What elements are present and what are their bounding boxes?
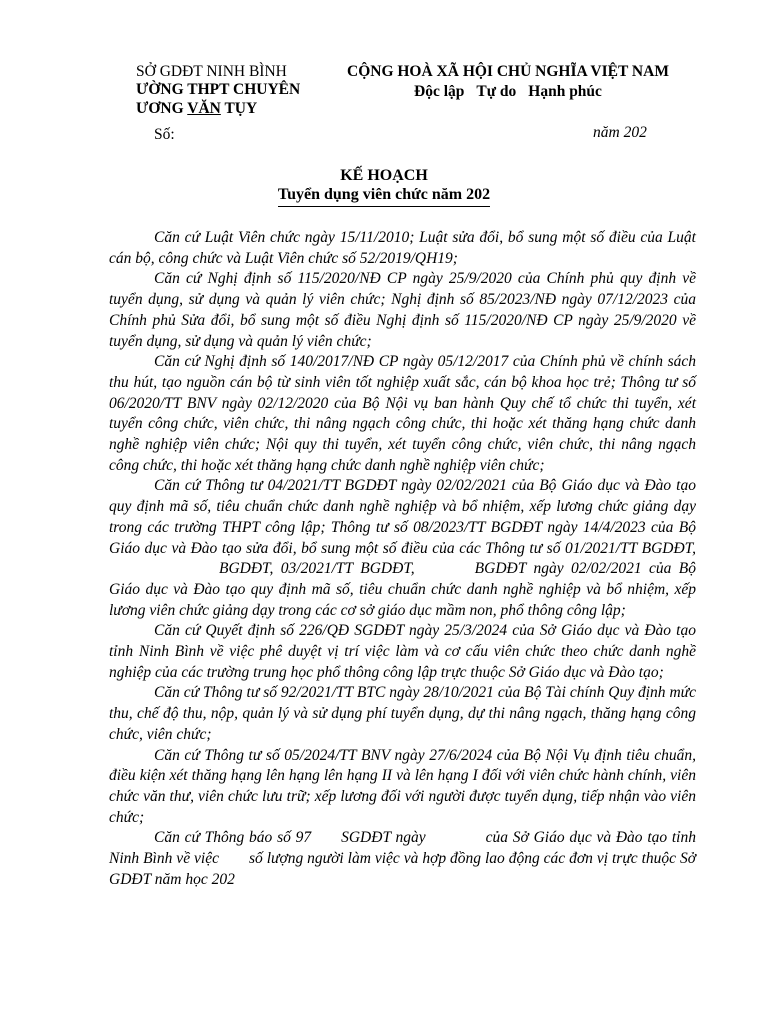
paragraph-6: Căn cứ Thông tư số 92/2021/TT BTC ngày 28/10/2021 của Bộ Tài chính Quy định mức thu, chế độ thu, nộp, quản lý và sử dụng phí tuyển dụng, dự thi nâng ngạch, thăng hạng công chức, viên chức; (109, 684, 696, 743)
paragraph-8-part-d: số lượng người làm việc và hợp đồng lao động các đơn vị trực thuộc Sở GDĐT năm học 202 (109, 850, 696, 888)
national-motto (414, 82, 614, 101)
document-body (109, 228, 696, 891)
motto-independence: Độc lập (414, 83, 465, 100)
paragraph-2: Căn cứ Nghị định số 115/2020/NĐ CP ngày 25/9/2020 của Chính phủ quy định về tuyển dụng, sử dụng và quản lý viên chức; Nghị định số 85/2023/NĐ ngày 07/12/2023 của Chính phủ Sửa đổi, bổ sung một số điều Nghị định số 115/2020/NĐ CP ngày 25/9/2020 về tuyển dụng, sử dụng và quản lý viên chức; (109, 270, 696, 350)
document-number-label: Số: (154, 126, 175, 143)
document-date: năm 202 (593, 124, 647, 141)
paragraph-4-part-a: Căn cứ Thông tư 04/2021/TT BGDĐT ngày 02/02/2021 của Bộ Giáo dục và Đào tạo quy định mã số, tiêu chuẩn chức danh nghề nghiệp và bổ nhiệm, xếp lương chức giảng dạy trong các trường THPT công lập; Thông tư số 08/2023/TT BGDĐT ngày 14/4/2023 của Bộ Giáo dục và Đào tạo sửa đổi, bổ sung một số điều của các Thông tư số 01/2021/TT BGDĐT, (109, 477, 696, 557)
paragraph-4-part-b: BGDĐT, 03/2021/TT BGDĐT, (219, 560, 415, 578)
paragraph-8 (109, 828, 696, 890)
paragraph-5: Căn cứ Quyết định số 226/QĐ SGDĐT ngày 25/3/2024 của Sở Giáo dục và Đào tạo tỉnh Ninh Bình về việc phê duyệt vị trí việc làm và cơ cấu viên chức theo chức danh nghề nghiệp của các trường trung học phổ thông công lập trực thuộc Sở Giáo dục và Đào tạo; (109, 622, 696, 681)
motto-freedom: Tự do (476, 83, 517, 100)
document-subtitle (0, 186, 768, 207)
issuer-school-prefix: ƯƠNG (136, 100, 188, 117)
country-name: CỘNG HOÀ XÃ HỘI CHỦ NGHĨA VIỆT NAM (347, 63, 669, 80)
paragraph-3: Căn cứ Nghị định số 140/2017/NĐ CP ngày 05/12/2017 của Chính phủ về chính sách thu hút, tạo nguồn cán bộ từ sinh viên tốt nghiệp xuất sắc, cán bộ khoa học trẻ; Thông tư số 06/2020/TT BNV ngày 02/12/2020 của Bộ Nội vụ ban hành Quy chế tổ chức thi tuyển, xét tuyển công chức, viên chức, thi nâng ngạch công chức, thi hoặc xét thăng hạng chức danh nghề nghiệp viên chức; Nội quy thi tuyển, xét tuyển công chức, viên chức, thi nâng ngạch công chức, thi hoặc xét thăng hạng chức danh nghề nghiệp viên chức; (109, 353, 696, 474)
issuer-school-line2 (136, 99, 257, 118)
paragraph-8-part-c: của Sở Giáo dục và Đào tạo tỉnh Ninh Bình về việc (109, 829, 696, 868)
paragraph-1: Căn cứ Luật Viên chức ngày 15/11/2010; Luật sửa đổi, bổ sung một số điều của Luật cán bộ, công chức và Luật Viên chức số 52/2019/QH19; (109, 229, 696, 267)
document-title: KẾ HOẠCH (340, 167, 428, 184)
issuer-school-suffix: TỤY (220, 100, 258, 117)
motto-happiness: Hạnh phúc (528, 83, 602, 100)
issuer-department: SỞ GDĐT NINH BÌNH (136, 63, 287, 80)
paragraph-8-part-a: Căn cứ Thông báo số 97 (154, 829, 312, 847)
paragraph-4-part-c: BGDĐT ngày 02/02/2021 của Bộ Giáo dục và Đào tạo quy định mã số, tiêu chuẩn chức danh nghề nghiệp và bổ nhiệm, xếp lương viên chức giảng dạy trong các cơ sở giáo dục mầm non, phổ thông công lập; (109, 560, 696, 619)
issuer-school-line1: ƯỜNG THPT CHUYÊN (136, 81, 301, 98)
document-subtitle-text: Tuyển dụng viên chức năm 202 (278, 186, 490, 207)
paragraph-8-part-b: SGDĐT ngày (341, 829, 426, 847)
paragraph-7: Căn cứ Thông tư số 05/2024/TT BNV ngày 27/6/2024 của Bộ Nội Vụ định tiêu chuẩn, điều kiện xét thăng hạng lên hạng lên hạng II và lên hạng I đối với viên chức hành chính, viên chức văn thư, viên chức lưu trữ; xếp lương đối với người được tuyển dụng, tiếp nhận vào viên chức; (109, 746, 696, 826)
paragraph-4 (109, 476, 696, 621)
issuer-school-underlined: VĂN (187, 100, 221, 117)
